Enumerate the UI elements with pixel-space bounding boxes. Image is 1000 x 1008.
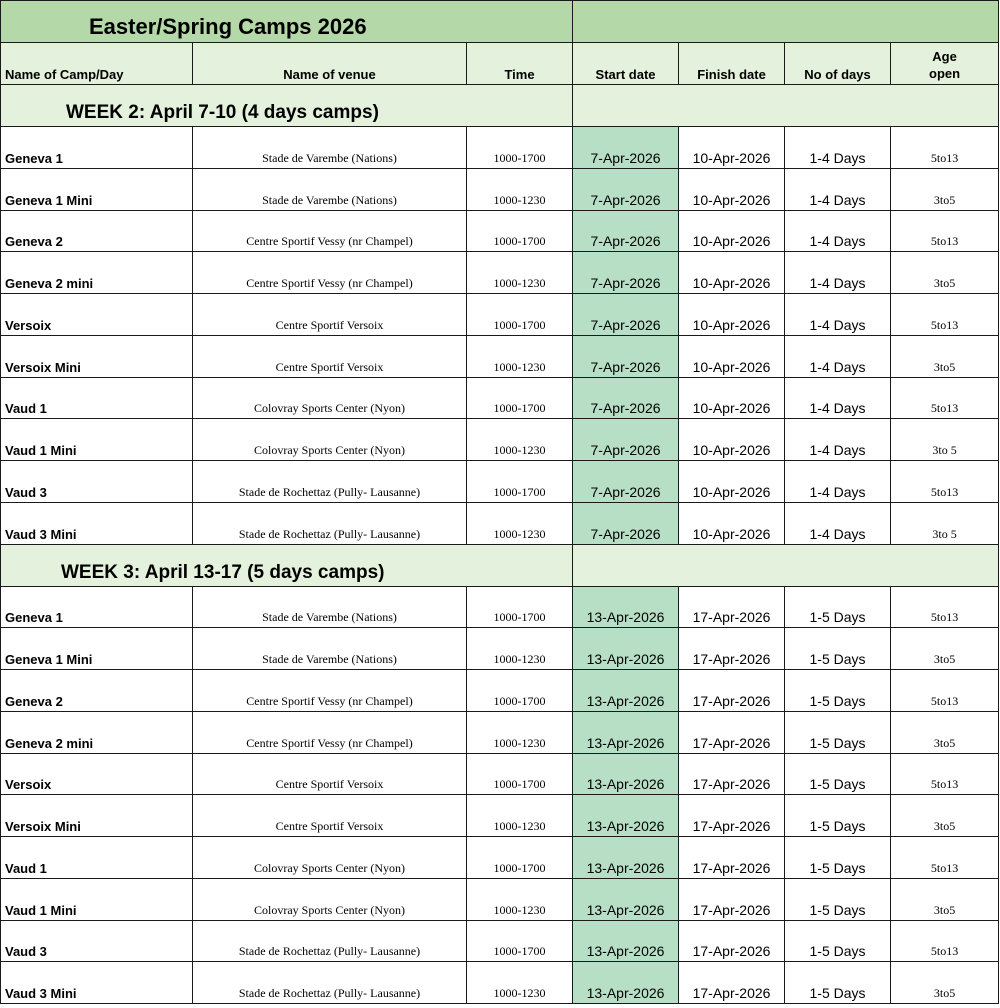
week-heading: WEEK 2: April 7-10 (4 days camps)	[66, 102, 379, 123]
camp-name-cell[interactable]: Vaud 1	[1, 837, 193, 879]
camp-name-cell[interactable]: Versoix Mini	[1, 795, 193, 837]
venue-cell[interactable]: Centre Sportif Versoix	[193, 795, 467, 837]
start-date-cell[interactable]: 7-Apr-2026	[573, 252, 679, 294]
no-of-days-cell[interactable]: 1-4 Days	[785, 419, 891, 461]
header-age-line2: open	[929, 66, 961, 81]
venue-cell[interactable]: Centre Sportif Versoix	[193, 335, 467, 377]
camp-name-cell[interactable]: Versoix Mini	[1, 335, 193, 377]
finish-date-cell[interactable]: 10-Apr-2026	[679, 461, 785, 503]
no-of-days-cell[interactable]: 1-4 Days	[785, 127, 891, 169]
age-open-cell[interactable]: 5to13	[891, 837, 999, 879]
venue-cell[interactable]: Stade de Rochettaz (Pully- Lausanne)	[193, 461, 467, 503]
table-row	[1, 920, 999, 962]
start-date-cell[interactable]: 7-Apr-2026	[573, 210, 679, 252]
finish-date-cell[interactable]: 10-Apr-2026	[679, 502, 785, 544]
start-date-cell[interactable]: 13-Apr-2026	[573, 711, 679, 753]
header-age-line1: Age	[932, 49, 957, 64]
header-time[interactable]: Time	[467, 43, 573, 85]
finish-date-cell[interactable]: 10-Apr-2026	[679, 335, 785, 377]
camp-name-cell[interactable]: Vaud 3	[1, 461, 193, 503]
time-cell[interactable]: 1000-1230	[467, 878, 573, 920]
start-date-cell[interactable]: 7-Apr-2026	[573, 335, 679, 377]
header-start-date[interactable]: Start date	[573, 43, 679, 85]
venue-cell[interactable]: Colovray Sports Center (Nyon)	[193, 377, 467, 419]
age-open-cell[interactable]: 5to13	[891, 461, 999, 503]
age-open-cell[interactable]: 3to5	[891, 335, 999, 377]
table-row	[1, 795, 999, 837]
age-open-cell[interactable]: 3to5	[891, 628, 999, 670]
time-cell[interactable]: 1000-1230	[467, 419, 573, 461]
no-of-days-cell[interactable]: 1-4 Days	[785, 168, 891, 210]
finish-date-cell[interactable]: 17-Apr-2026	[679, 920, 785, 962]
time-cell[interactable]: 1000-1700	[467, 294, 573, 336]
start-date-cell[interactable]: 13-Apr-2026	[573, 670, 679, 712]
start-date-cell[interactable]: 13-Apr-2026	[573, 878, 679, 920]
camp-name-cell[interactable]: Versoix	[1, 294, 193, 336]
start-date-cell[interactable]: 13-Apr-2026	[573, 920, 679, 962]
no-of-days-cell[interactable]: 1-5 Days	[785, 753, 891, 795]
age-open-cell[interactable]: 5to13	[891, 920, 999, 962]
finish-date-cell[interactable]: 17-Apr-2026	[679, 753, 785, 795]
age-open-cell[interactable]: 3to5	[891, 252, 999, 294]
camp-name-cell[interactable]: Vaud 3 Mini	[1, 962, 193, 1004]
no-of-days-cell[interactable]: 1-5 Days	[785, 920, 891, 962]
table-row	[1, 127, 999, 169]
start-date-cell[interactable]: 7-Apr-2026	[573, 419, 679, 461]
finish-date-cell[interactable]: 10-Apr-2026	[679, 127, 785, 169]
age-open-cell[interactable]: 3to5	[891, 878, 999, 920]
table-row	[1, 461, 999, 503]
week-heading-row	[1, 544, 999, 586]
week-heading-row	[1, 85, 999, 127]
title-empty-cell[interactable]	[573, 1, 999, 43]
venue-cell[interactable]: Colovray Sports Center (Nyon)	[193, 878, 467, 920]
week-empty-cell[interactable]	[573, 85, 999, 127]
finish-date-cell[interactable]: 10-Apr-2026	[679, 210, 785, 252]
table-row	[1, 586, 999, 628]
start-date-cell[interactable]: 7-Apr-2026	[573, 168, 679, 210]
no-of-days-cell[interactable]: 1-5 Days	[785, 628, 891, 670]
time-cell[interactable]: 1000-1700	[467, 377, 573, 419]
time-cell[interactable]: 1000-1700	[467, 670, 573, 712]
header-name[interactable]: Name of Camp/Day	[1, 43, 193, 85]
no-of-days-cell[interactable]: 1-5 Days	[785, 837, 891, 879]
age-open-cell[interactable]: 3to5	[891, 795, 999, 837]
camp-name-cell[interactable]: Geneva 1	[1, 127, 193, 169]
start-date-cell[interactable]: 7-Apr-2026	[573, 294, 679, 336]
start-date-cell[interactable]: 13-Apr-2026	[573, 795, 679, 837]
start-date-cell[interactable]: 7-Apr-2026	[573, 461, 679, 503]
venue-cell[interactable]: Stade de Varembe (Nations)	[193, 586, 467, 628]
table-row	[1, 878, 999, 920]
no-of-days-cell[interactable]: 1-5 Days	[785, 586, 891, 628]
start-date-cell[interactable]: 13-Apr-2026	[573, 753, 679, 795]
venue-cell[interactable]: Centre Sportif Vessy (nr Champel)	[193, 670, 467, 712]
time-cell[interactable]: 1000-1700	[467, 586, 573, 628]
venue-cell[interactable]: Centre Sportif Vessy (nr Champel)	[193, 252, 467, 294]
time-cell[interactable]: 1000-1700	[467, 461, 573, 503]
time-cell[interactable]: 1000-1700	[467, 210, 573, 252]
table-row	[1, 252, 999, 294]
time-cell[interactable]: 1000-1230	[467, 502, 573, 544]
finish-date-cell[interactable]: 17-Apr-2026	[679, 837, 785, 879]
camp-name-cell[interactable]: Vaud 1 Mini	[1, 419, 193, 461]
venue-cell[interactable]: Colovray Sports Center (Nyon)	[193, 419, 467, 461]
camp-name-cell[interactable]: Vaud 1	[1, 377, 193, 419]
start-date-cell[interactable]: 7-Apr-2026	[573, 377, 679, 419]
header-no-of-days[interactable]: No of days	[785, 43, 891, 85]
table-row	[1, 670, 999, 712]
venue-cell[interactable]: Centre Sportif Vessy (nr Champel)	[193, 711, 467, 753]
venue-cell[interactable]: Stade de Varembe (Nations)	[193, 127, 467, 169]
camp-name-cell[interactable]: Versoix	[1, 753, 193, 795]
header-age-open[interactable]	[891, 43, 999, 85]
time-cell[interactable]: 1000-1230	[467, 711, 573, 753]
table-row	[1, 502, 999, 544]
week-heading: WEEK 3: April 13-17 (5 days camps)	[61, 561, 385, 583]
age-open-cell[interactable]: 5to13	[891, 377, 999, 419]
finish-date-cell[interactable]: 17-Apr-2026	[679, 962, 785, 1004]
no-of-days-cell[interactable]: 1-4 Days	[785, 210, 891, 252]
no-of-days-cell[interactable]: 1-4 Days	[785, 294, 891, 336]
age-open-cell[interactable]: 5to13	[891, 127, 999, 169]
no-of-days-cell[interactable]: 1-5 Days	[785, 878, 891, 920]
table-row	[1, 335, 999, 377]
no-of-days-cell[interactable]: 1-5 Days	[785, 795, 891, 837]
table-row	[1, 168, 999, 210]
start-date-cell[interactable]: 13-Apr-2026	[573, 628, 679, 670]
venue-cell[interactable]: Stade de Rochettaz (Pully- Lausanne)	[193, 920, 467, 962]
venue-cell[interactable]: Centre Sportif Versoix	[193, 294, 467, 336]
header-finish-date[interactable]: Finish date	[679, 43, 785, 85]
finish-date-cell[interactable]: 17-Apr-2026	[679, 711, 785, 753]
start-date-cell[interactable]: 13-Apr-2026	[573, 837, 679, 879]
finish-date-cell[interactable]: 10-Apr-2026	[679, 377, 785, 419]
start-date-cell[interactable]: 13-Apr-2026	[573, 586, 679, 628]
header-row	[1, 43, 999, 85]
venue-cell[interactable]: Centre Sportif Vessy (nr Champel)	[193, 210, 467, 252]
age-open-cell[interactable]: 3to 5	[891, 419, 999, 461]
finish-date-cell[interactable]: 17-Apr-2026	[679, 628, 785, 670]
finish-date-cell[interactable]: 10-Apr-2026	[679, 168, 785, 210]
age-open-cell[interactable]: 3to5	[891, 711, 999, 753]
venue-cell[interactable]: Colovray Sports Center (Nyon)	[193, 837, 467, 879]
age-open-cell[interactable]: 5to13	[891, 753, 999, 795]
camp-name-cell[interactable]: Geneva 2	[1, 670, 193, 712]
table-row	[1, 377, 999, 419]
time-cell[interactable]: 1000-1230	[467, 335, 573, 377]
time-cell[interactable]: 1000-1700	[467, 127, 573, 169]
time-cell[interactable]: 1000-1230	[467, 252, 573, 294]
finish-date-cell[interactable]: 17-Apr-2026	[679, 670, 785, 712]
camp-name-cell[interactable]: Vaud 3 Mini	[1, 502, 193, 544]
table-row	[1, 711, 999, 753]
no-of-days-cell[interactable]: 1-4 Days	[785, 335, 891, 377]
camp-name-cell[interactable]: Vaud 3	[1, 920, 193, 962]
no-of-days-cell[interactable]: 1-4 Days	[785, 377, 891, 419]
week-empty-cell[interactable]	[573, 544, 999, 586]
time-cell[interactable]: 1000-1230	[467, 628, 573, 670]
start-date-cell[interactable]: 7-Apr-2026	[573, 127, 679, 169]
finish-date-cell[interactable]: 10-Apr-2026	[679, 252, 785, 294]
no-of-days-cell[interactable]: 1-5 Days	[785, 711, 891, 753]
no-of-days-cell[interactable]: 1-4 Days	[785, 461, 891, 503]
table-row	[1, 753, 999, 795]
time-cell[interactable]: 1000-1700	[467, 837, 573, 879]
title-cell[interactable]	[1, 1, 573, 43]
age-open-cell[interactable]: 5to13	[891, 210, 999, 252]
venue-cell[interactable]: Stade de Varembe (Nations)	[193, 168, 467, 210]
age-open-cell[interactable]: 3to5	[891, 168, 999, 210]
age-open-cell[interactable]: 5to13	[891, 670, 999, 712]
table-row	[1, 962, 999, 1004]
time-cell[interactable]: 1000-1700	[467, 920, 573, 962]
camp-name-cell[interactable]: Geneva 2	[1, 210, 193, 252]
venue-cell[interactable]: Stade de Varembe (Nations)	[193, 628, 467, 670]
title-row	[1, 1, 999, 43]
header-venue[interactable]: Name of venue	[193, 43, 467, 85]
no-of-days-cell[interactable]: 1-5 Days	[785, 962, 891, 1004]
start-date-cell[interactable]: 13-Apr-2026	[573, 962, 679, 1004]
finish-date-cell[interactable]: 10-Apr-2026	[679, 294, 785, 336]
camp-name-cell[interactable]: Vaud 1 Mini	[1, 878, 193, 920]
venue-cell[interactable]: Stade de Rochettaz (Pully- Lausanne)	[193, 962, 467, 1004]
age-open-cell[interactable]: 3to5	[891, 962, 999, 1004]
camp-name-cell[interactable]: Geneva 1	[1, 586, 193, 628]
table-row	[1, 294, 999, 336]
table-row	[1, 628, 999, 670]
venue-cell[interactable]: Centre Sportif Versoix	[193, 753, 467, 795]
week-heading-cell[interactable]	[1, 85, 573, 127]
finish-date-cell[interactable]: 17-Apr-2026	[679, 878, 785, 920]
no-of-days-cell[interactable]: 1-4 Days	[785, 502, 891, 544]
finish-date-cell[interactable]: 17-Apr-2026	[679, 795, 785, 837]
age-open-cell[interactable]: 5to13	[891, 294, 999, 336]
time-cell[interactable]: 1000-1230	[467, 962, 573, 1004]
age-open-cell[interactable]: 3to 5	[891, 502, 999, 544]
time-cell[interactable]: 1000-1700	[467, 753, 573, 795]
finish-date-cell[interactable]: 17-Apr-2026	[679, 586, 785, 628]
time-cell[interactable]: 1000-1230	[467, 795, 573, 837]
age-open-cell[interactable]: 5to13	[891, 586, 999, 628]
no-of-days-cell[interactable]: 1-5 Days	[785, 670, 891, 712]
no-of-days-cell[interactable]: 1-4 Days	[785, 252, 891, 294]
table-row	[1, 210, 999, 252]
camp-name-cell[interactable]: Geneva 2 mini	[1, 252, 193, 294]
table-row	[1, 419, 999, 461]
camp-name-cell[interactable]: Geneva 1 Mini	[1, 168, 193, 210]
start-date-cell[interactable]: 7-Apr-2026	[573, 502, 679, 544]
camp-name-cell[interactable]: Geneva 1 Mini	[1, 628, 193, 670]
page-title: Easter/Spring Camps 2026	[89, 14, 367, 39]
venue-cell[interactable]: Stade de Rochettaz (Pully- Lausanne)	[193, 502, 467, 544]
camp-name-cell[interactable]: Geneva 2 mini	[1, 711, 193, 753]
week-heading-cell[interactable]	[1, 544, 573, 586]
finish-date-cell[interactable]: 10-Apr-2026	[679, 419, 785, 461]
table-row	[1, 837, 999, 879]
time-cell[interactable]: 1000-1230	[467, 168, 573, 210]
